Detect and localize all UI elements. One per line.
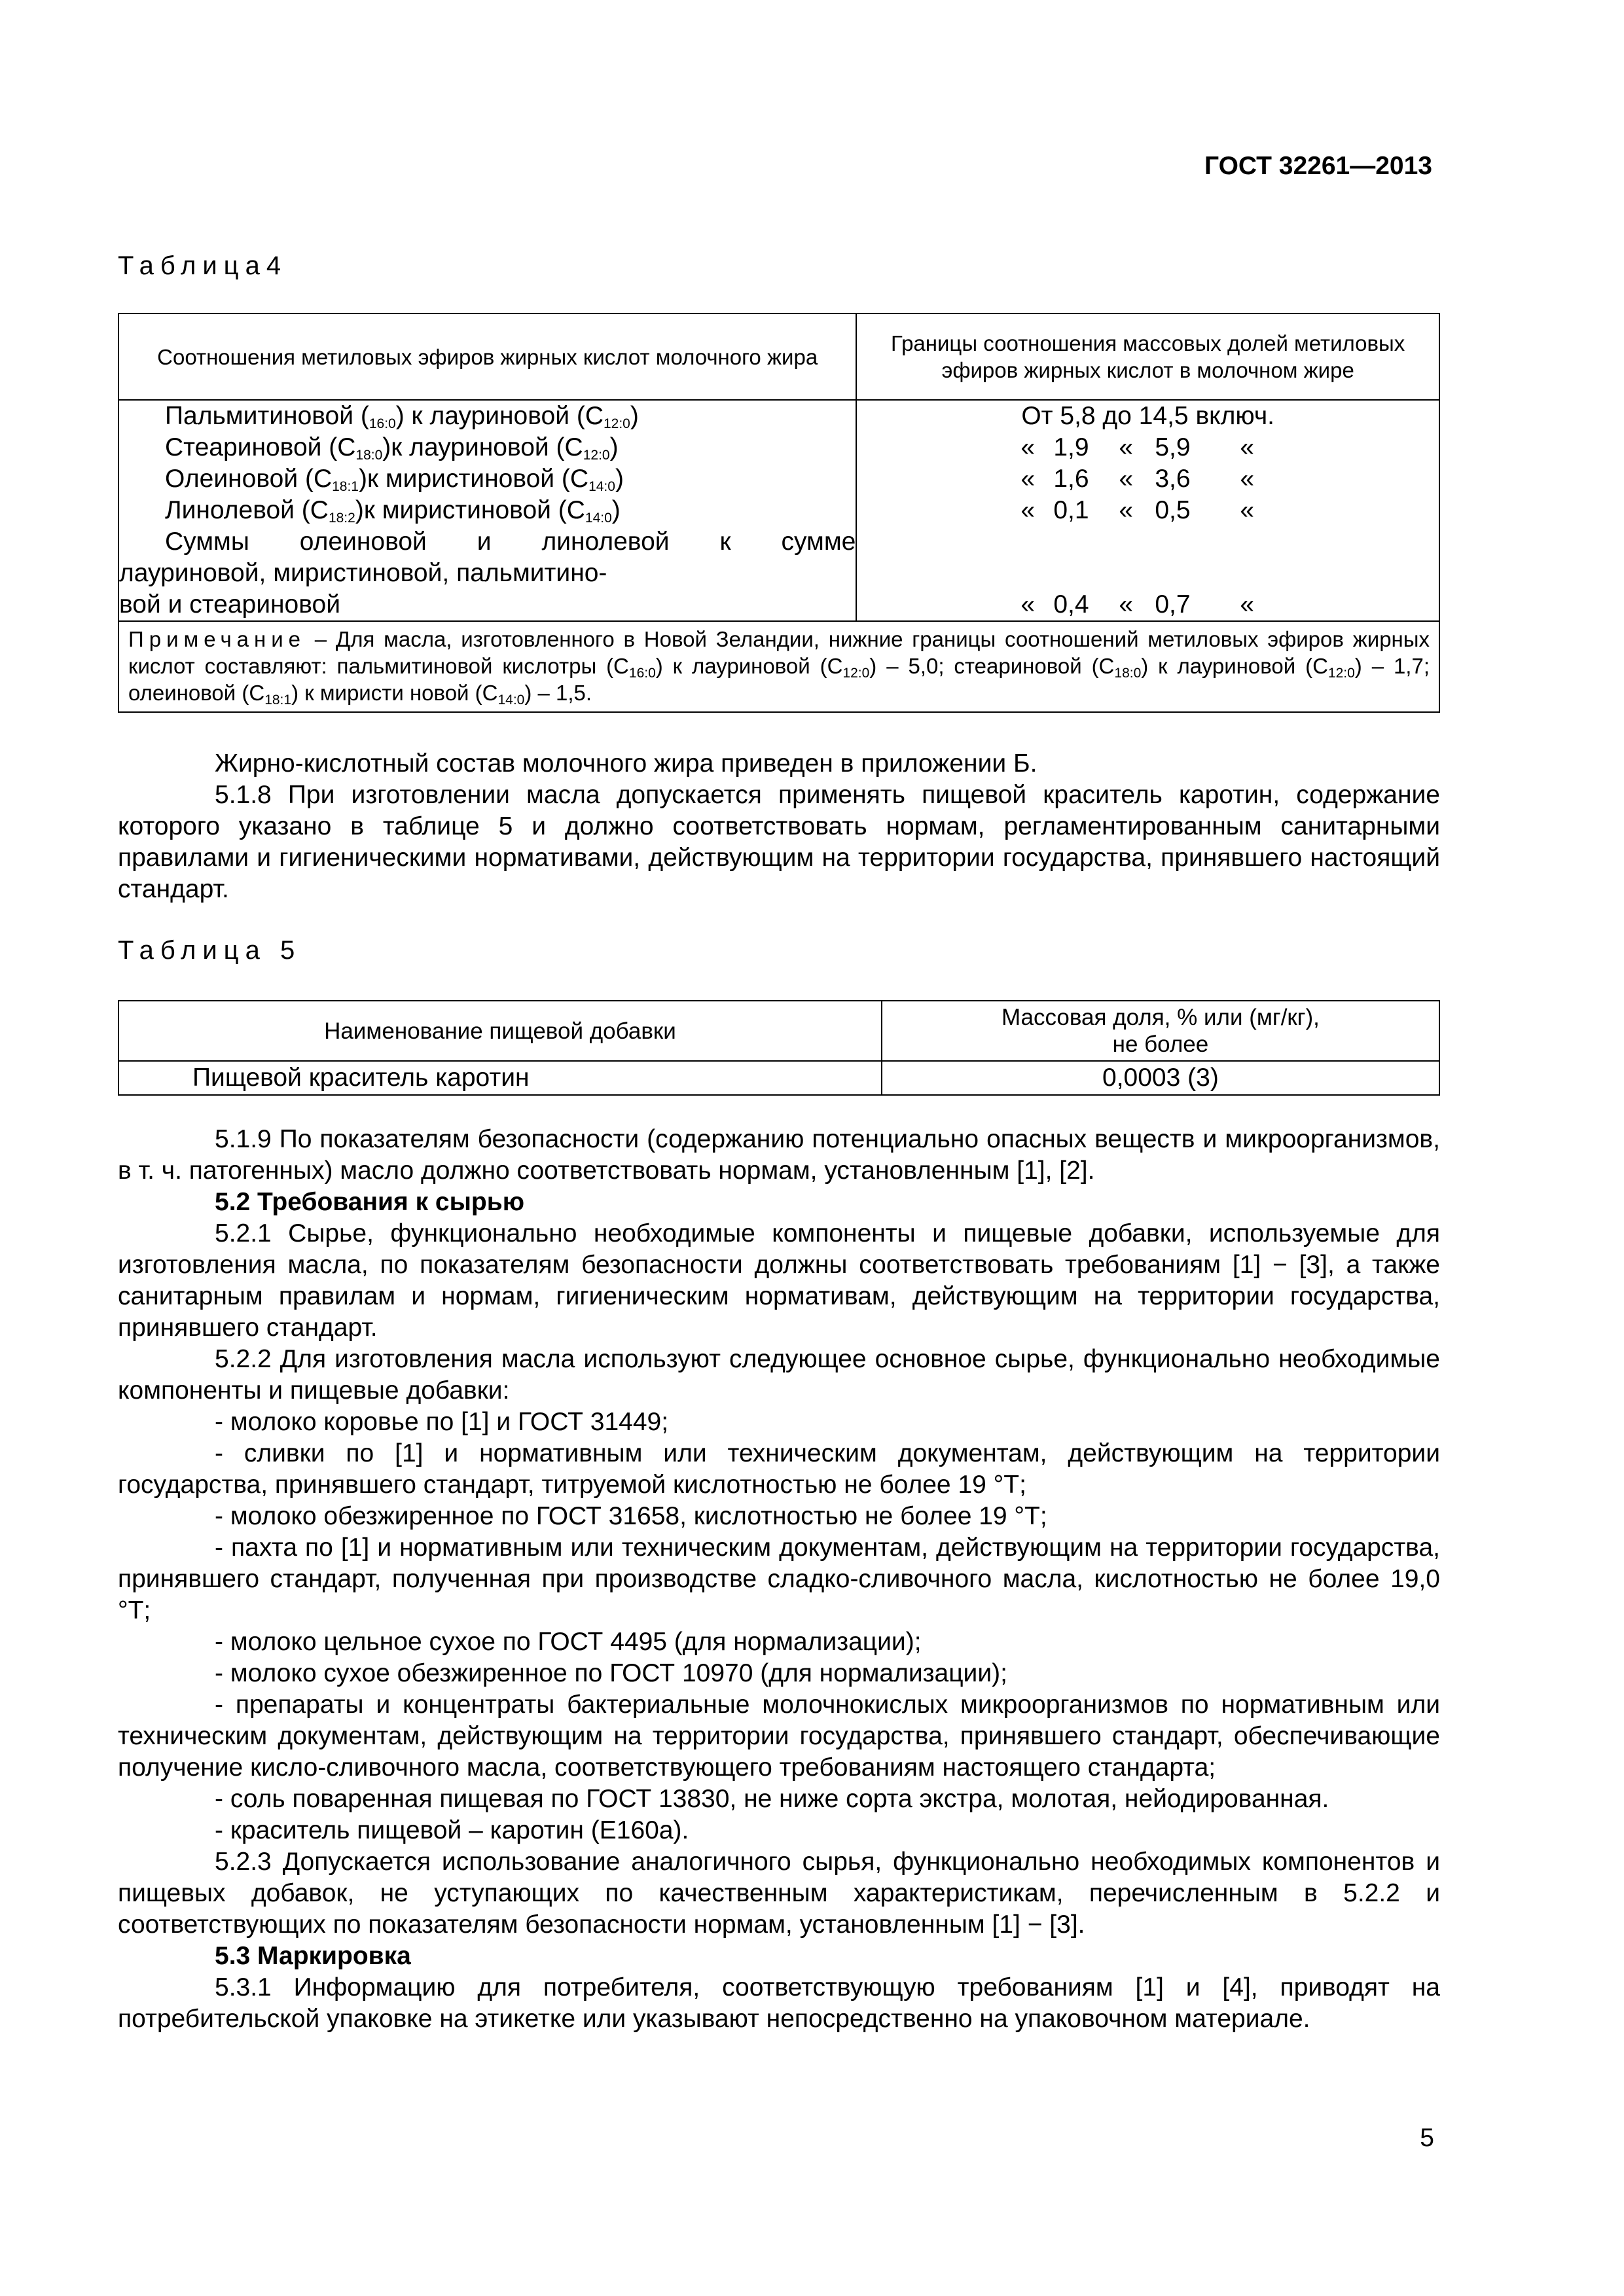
list-item: - сливки по [1] и нормативным или техническим документам, действующим на территории государства, принявшего стандарт, титруемой кислотностью не более 19 °Т;	[118, 1439, 1440, 1499]
list-item: - молоко сухое обезжиренное по ГОСТ 10970 (для нормализации);	[215, 1659, 1007, 1687]
table4-col1-header: Соотношения метиловых эфиров жирных кислот молочного жира	[118, 314, 856, 400]
table5-additive-value: 0,0003 (3)	[882, 1061, 1439, 1095]
table-row-cont: вой и стеариновой	[119, 590, 340, 619]
range-cell: « 0,4 « 0,7 «	[1020, 590, 1255, 619]
range-cell: « 1,9 « 5,9 «	[1020, 433, 1255, 461]
table4-caption: Таблица4	[118, 251, 288, 280]
main-text	[118, 1124, 1440, 2035]
paragraph: Жирно-кислотный состав молочного жира приведен в приложении Б.	[215, 749, 1038, 778]
list-item: - препараты и концентраты бактериальные молочнокислых микроорганизмов по нормативным или техническим документам, действующим на территории государства, принявшего стандарт, обеспечивающие получение кисло-сливочного масла, соответствующего требованиям настоящего стандарта;	[118, 1691, 1440, 1782]
table-row: Суммы олеиновой и линолевой к сумме	[165, 528, 856, 556]
table5-caption: Таблица 5	[118, 936, 302, 965]
list-item: - молоко коровье по [1] и ГОСТ 31449;	[215, 1408, 669, 1436]
table-row: Пальмитиновой $(_{16:0})$ к лауриновой $(С_{12:0})$	[165, 402, 639, 431]
table4-range-column	[856, 400, 1439, 621]
range-cell: « 1,6 « 3,6 «	[1020, 465, 1255, 493]
table5-additive-name: Пищевой краситель каротин	[118, 1061, 882, 1095]
table-5	[118, 1000, 1440, 1096]
table-header-row	[118, 1001, 1439, 1061]
table4-note: Примечание – Для масла, изготовленного в Новой Зеландии, нижние границы соотношений метиловых эфиров жирных кислот составляют: пальмитиновой кислотры $(С_{16:0})$ к лауриновой $(С_{12:0}) - 5,0$; стеариновой $(С_{18:0})$ к лауриновой $(С_{12:0}) - 1,7$; олеиновой $(С_{18:1})$ к миристи новой $(С_{14:0}) - 1,5$.	[118, 621, 1439, 712]
table4-body	[118, 400, 1439, 621]
document-header: ГОСТ 32261—2013	[1204, 152, 1432, 180]
list-item: - молоко обезжиренное по ГОСТ 31658, кислотностью не более 19 °Т;	[215, 1502, 1047, 1530]
range-cell: « 0,1 « 0,5 «	[1020, 496, 1255, 524]
table-row: Стеариновой $(С_{18:0})к$ лауриновой $(С_{12:0})$	[165, 433, 619, 463]
section-5-1-text	[118, 748, 1440, 905]
paragraph-5-1-8: 5.1.8 При изготовлении масла допускается применять пищевой краситель каротин, содержание которого указано в таблице 5 и должно соответствовать нормам, регламентированным санитарными правилами и гигиеническими нормативами, действующим на территории государства, принявшего настоящий стандарт.	[118, 781, 1440, 903]
list-item: - молоко цельное сухое по ГОСТ 4495 (для нормализации);	[215, 1628, 922, 1656]
paragraph-5-2-2: 5.2.2 Для изготовления масла используют следующее основное сырье, функционально необходимые компоненты и пищевые добавки:	[118, 1345, 1440, 1405]
list-item: - соль поваренная пищевая по ГОСТ 13830, не ниже сорта экстра, молотая, нейодированная.	[215, 1785, 1329, 1813]
paragraph-5-3-1: 5.3.1 Информацию для потребителя, соответствующую требованиям [1] и [4], приводят на потребительской упаковке на этикетке или указывают непосредственно на упаковочном материале.	[118, 1973, 1440, 2033]
table4-col2-header: Границы соотношения массовых долей метиловых эфиров жирных кислот в молочном жире	[856, 314, 1439, 400]
table-row: Линолевой $(С_{18:2})к$ миристиновой $(С_{14:0})$	[165, 496, 621, 526]
table-row: Олеиновой $(С_{18:1})к$ миристиновой $(С_{14:0})$	[165, 465, 624, 494]
list-item: - краситель пищевой – каротин (Е160а).	[215, 1816, 689, 1844]
table5-col2-header: Массовая доля, % или (мг/кг), не более	[882, 1001, 1439, 1061]
table4-note-row	[118, 621, 1439, 712]
list-item: - пахта по [1] и нормативным или техническим документам, действующим на территории государства, принявшего стандарт, полученная при производстве сладко-сливочного масла, кислотностью не более 19,0 °Т;	[118, 1534, 1440, 1624]
paragraph-5-2-3: 5.2.3 Допускается использование аналогичного сырья, функционально необходимых компонентов и пищевых добавок, не уступающих по качественным характеристикам, перечисленным в 5.2.2 и соответствующих по показателям безопасности нормам, установленным [1] − [3].	[118, 1848, 1440, 1939]
paragraph-5-2-1: 5.2.1 Сырье, функционально необходимые компоненты и пищевые добавки, используемые для изготовления масла, по показателям безопасности должны соответствовать требованиям [1] − [3], а также санитарным правилам и нормам, гигиеническим нормативам, действующим на территории государства, принявшего стандарт.	[118, 1219, 1440, 1342]
page-number: 5	[1420, 2124, 1434, 2152]
table5-col1-header: Наименование пищевой добавки	[118, 1001, 882, 1061]
table-row	[118, 1061, 1439, 1095]
section-heading-5-3: 5.3 Маркировка	[215, 1942, 411, 1970]
table-row-cont: лауриновой, миристиновой, пальмитино-	[119, 559, 607, 587]
section-heading-5-2: 5.2 Требования к сырью	[215, 1188, 525, 1216]
table-header-row	[118, 314, 1439, 400]
paragraph-5-1-9: 5.1.9 По показателям безопасности (содержанию потенциально опасных веществ и микроорганизмов, в т. ч. патогенных) масло должно соответствовать нормам, установленным [1], [2].	[118, 1125, 1440, 1185]
range-cell: От 5,8 до 14,5 включ.	[1021, 402, 1274, 430]
table-4	[118, 313, 1440, 713]
table4-ratio-column	[118, 400, 856, 621]
